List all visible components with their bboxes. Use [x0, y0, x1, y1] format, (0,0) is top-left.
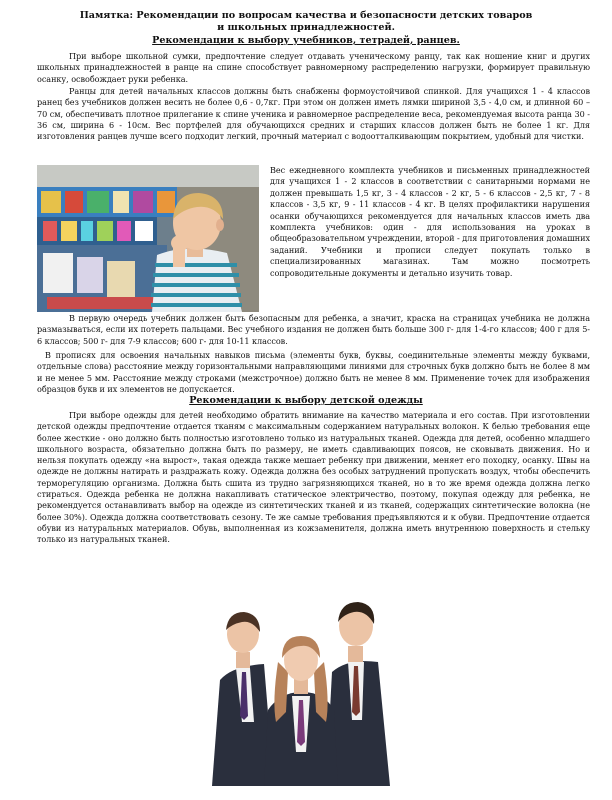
title-line-2: и школьных принадлежностей.	[217, 22, 395, 33]
title-line-1: Памятка: Рекомендации по вопросам качества и безопасности детских товаров	[79, 10, 533, 21]
section-2-paragraph-1: При выборе одежды для детей необходимо обратить внимание на качество материала и его состав. При изготовлении детской одежды предпочтение отдается тканям с максимальным содержанием натуральных волокон. К белью требования еще более жесткие - оно должно быть полностью изготовлено только из натуральных тканей. Одежда для детей, особенно младшего школьного возраста, обязательно должна быть по размеру, не иметь сдавливающих поясов, не сковывать движения. Но и нельзя покупать одежду «на вырост», такая одежда также мешает ребенку при движении, меняет его походку, осанку. Швы на одежде не должны натирать и раздражать кожу. Одежда должна без особых затруднений пропускать воздух, чтобы обеспечить терморегуляцию организма. Должна быть сшита из трудно загрязняющихся тканей, но в то же время одежда должна легко стираться. Одежда ребенка не должна накапливать статическое электричество, поэтому, покупая одежду для ребенка, не рекомендуется останавливать выбор на одежде из синтетических тканей и из тканей, содержащих синтетические волокна (не более 30%). Одежда должна соответствовать сезону. Те же самые требования предъявляются и к обуви. Предпочтение отдается обуви из натуральных материалов. Обувь, выполненная из кожзаменителя, должна иметь внутреннюю поверхность и стельку только из натуральных тканей.	[37, 410, 590, 545]
section-1-paragraph-2: Ранцы для детей начальных классов должны быть снабжены формоустойчивой спинкой. Для учащихся 1 - 4 классов ранец без учебников должен весить не более 0,6 - 0,7кг. При этом он должен иметь лямки шириной 3,5 - 4,0 см, и длинной 60 – 70 см, обеспечивать плотное прилегание к спине ученика и равномерное распределение веса, рекомендуемая высота ранца 30 - 36 см, ширина 6 - 10см. Вес портфелей для обучающихся средних и старших классов должен быть не более 1 кг. Для изготовления ранцев лучше всего подходит легкий, прочный материал с водоотталкивающим покрытием, удобный для чистки.	[37, 86, 590, 142]
section-1-paragraph-4: В первую очередь учебник должен быть безопасным для ребенка, а значит, краска на страницах учебника не должна размазываться, если их потереть пальцами. Вес учебного издания не должен быть больше 300 г- для 1-4-го классов; 400 г для 5-6 классов; 500 г- для 7-9 классов; 600 г- для 10-11 классов.	[37, 313, 590, 346]
section-2-heading: Рекомендации к выбору детской одежды	[189, 395, 423, 406]
document-title	[60, 10, 552, 34]
boy-with-stationery-photo	[37, 165, 259, 312]
section-1-paragraph-1: При выборе школьной сумки, предпочтение следует отдавать ученическому ранцу, так как ношение книг и других школьных принадлежностей в ранце на спине способствует равномерному распределению нагрузки, формирует правильную осанку, освобождает руки ребенка.	[37, 51, 590, 84]
section-1-paragraph-3: Вес ежедневного комплекта учебников и письменных принадлежностей для учащихся 1 - 2 классов в соответствии с санитарными нормами не должен превышать 1,5 кг, 3 - 4 классов - 2 кг, 5 - 6 классов - 2,5 кг, 7 - 8 классов - 3,5 кг, 9 - 11 классов - 4 кг. В целях профилактики нарушения осанки обучающихся рекомендуется для начальных классов иметь два комплекта учебников: один - для использования на уроках в общеобразовательном учреждении, второй - для приготовления домашних заданий. Учебники и прописи следует покупать только в специализированных магазинах. Там можно посмотреть сопроводительные документы и детально изучить товар.	[270, 165, 591, 278]
section-1-heading: Рекомендации к выбору учебников, тетрадей, ранцев.	[152, 35, 460, 46]
section-1-paragraph-5: В прописях для освоения начальных навыков письма (элементы букв, буквы, соединительные элементы между буквами, отдельные слова) расстояние между горизонтальными направляющими линиями для строчных букв должно быть не более 8 мм и не менее 5 мм. Расстояние между строками (межстрочное) должно быть не менее 8 мм. Применение точек для изображения образцов букв и их элементов не допускается.	[37, 350, 590, 394]
students-in-uniform-photo	[202, 592, 398, 786]
